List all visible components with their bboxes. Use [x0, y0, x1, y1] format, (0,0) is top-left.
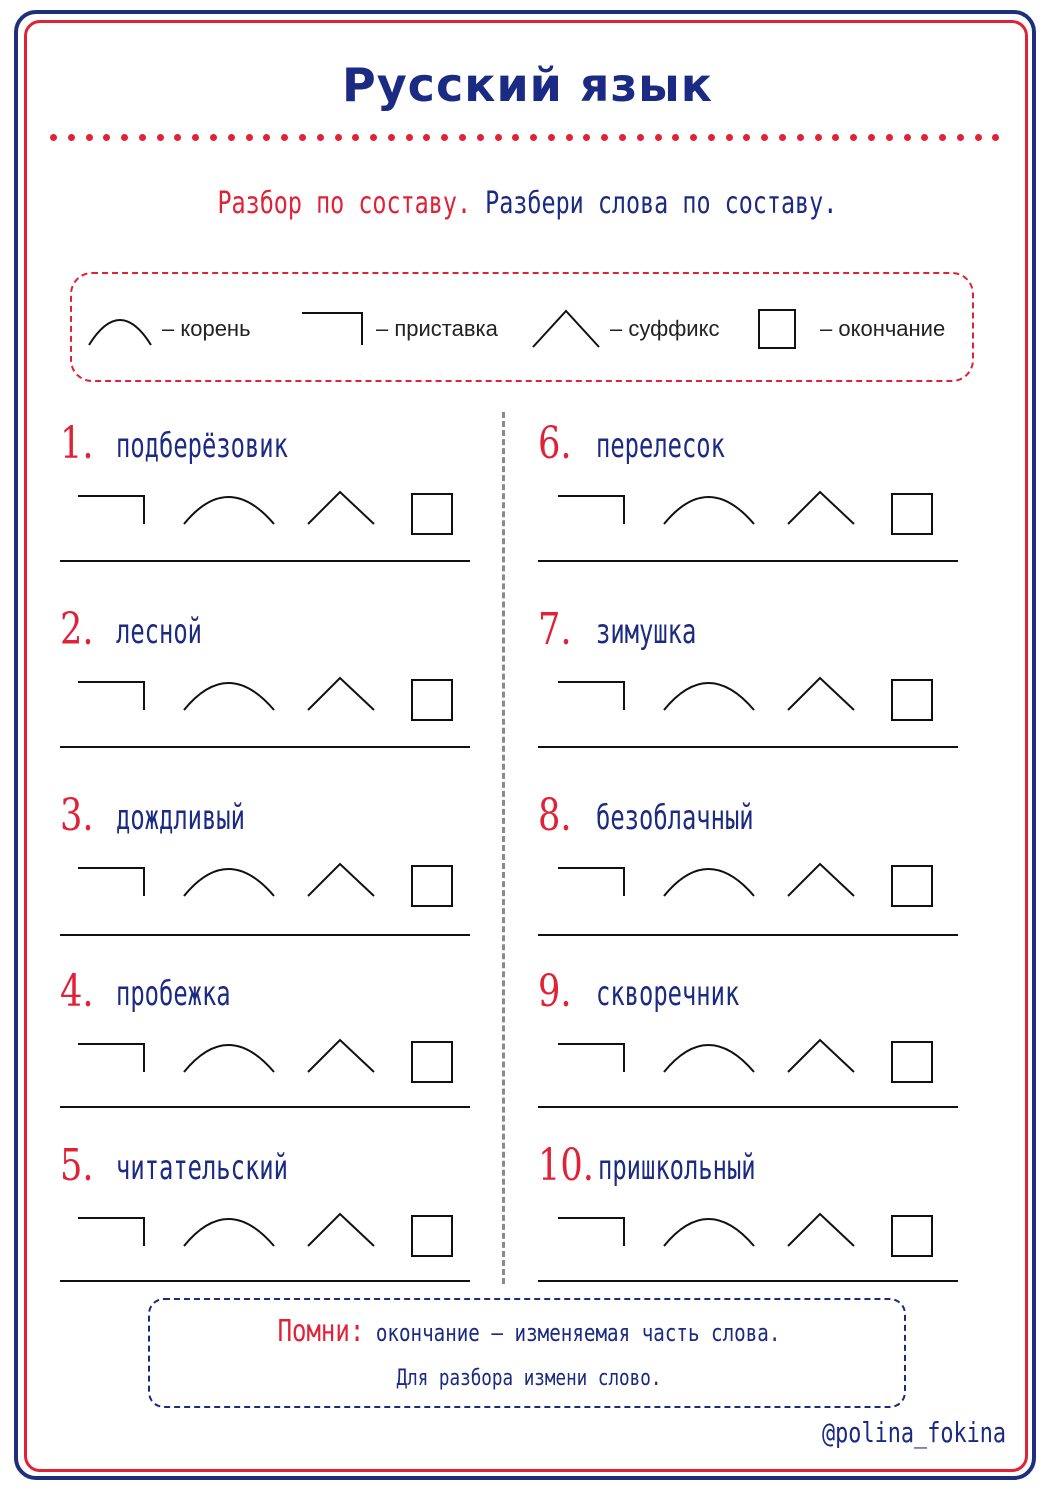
ending-icon: [892, 680, 932, 720]
ending-icon: [412, 680, 452, 720]
memo-text-2: Для разбора измени слово.: [396, 1366, 662, 1391]
morpheme-icons: [538, 488, 958, 548]
dot: [121, 134, 128, 141]
word-number: 9.: [538, 966, 572, 1017]
root-icon: [184, 683, 274, 710]
ending-icon: [892, 494, 932, 534]
dot: [566, 134, 573, 141]
prefix-icon: [558, 1218, 624, 1246]
legend-suffix: [530, 274, 719, 384]
author-handle: @polina_fokina: [822, 1416, 1007, 1449]
subtitle-task: Разбери слова по составу.: [485, 186, 838, 221]
root-icon: [664, 1219, 754, 1246]
answer-line: [60, 934, 470, 936]
dot: [50, 134, 57, 141]
suffix-icon: [530, 307, 602, 351]
answer-line: [60, 1280, 470, 1282]
dot: [406, 134, 413, 141]
legend-prefix: [300, 274, 498, 384]
word-number: 7.: [538, 604, 572, 655]
dot: [815, 134, 822, 141]
morpheme-icons: [60, 674, 480, 734]
answer-line: [60, 1106, 470, 1108]
legend-box: [70, 272, 974, 382]
prefix-icon: [78, 682, 144, 710]
dot: [957, 134, 964, 141]
morpheme-icons: [538, 1036, 958, 1096]
morpheme-icons: [60, 1210, 480, 1270]
dot: [850, 134, 857, 141]
word-number: 3.: [60, 790, 94, 841]
dot: [441, 134, 448, 141]
suffix-icon: [788, 1214, 854, 1246]
suffix-icon: [788, 678, 854, 710]
dot: [797, 134, 804, 141]
dot: [423, 134, 430, 141]
dot: [886, 134, 893, 141]
dot: [921, 134, 928, 141]
dot: [459, 134, 466, 141]
dot: [103, 134, 110, 141]
legend-root-label: – корень: [162, 316, 251, 341]
dot: [174, 134, 181, 141]
answer-line: [538, 1106, 958, 1108]
subtitle: [116, 186, 939, 221]
dot: [743, 134, 750, 141]
dot: [975, 134, 982, 141]
prefix-icon: [78, 1218, 144, 1246]
dot: [672, 134, 679, 141]
dot: [352, 134, 359, 141]
suffix-icon: [308, 492, 374, 524]
word-number: 2.: [60, 604, 94, 655]
ending-icon: [756, 307, 798, 351]
ending-icon: [412, 1216, 452, 1256]
morpheme-icons: [538, 1210, 958, 1270]
dot: [939, 134, 946, 141]
dot: [583, 134, 590, 141]
word-number: 5.: [60, 1140, 94, 1191]
root-icon: [664, 1045, 754, 1072]
answer-line: [538, 560, 958, 562]
suffix-icon: [308, 678, 374, 710]
prefix-icon: [558, 682, 624, 710]
dot: [761, 134, 768, 141]
page-title: Русский язык: [341, 58, 713, 112]
suffix-icon: [788, 492, 854, 524]
word-text: скворечник: [596, 974, 740, 1014]
ending-icon: [892, 866, 932, 906]
dot: [832, 134, 839, 141]
word-number: 1.: [60, 418, 94, 469]
dot: [708, 134, 715, 141]
word-number: 6.: [538, 418, 572, 469]
suffix-icon: [788, 1040, 854, 1072]
word-number: 8.: [538, 790, 572, 841]
prefix-icon: [300, 309, 366, 349]
memo-line-1: [226, 1314, 832, 1349]
dot: [246, 134, 253, 141]
word-text: безоблачный: [596, 798, 754, 838]
root-icon: [184, 869, 274, 896]
prefix-icon: [558, 1044, 624, 1072]
dot: [192, 134, 199, 141]
word-text: лесной: [116, 612, 202, 652]
dot: [228, 134, 235, 141]
answer-line: [538, 746, 958, 748]
root-icon: [664, 497, 754, 524]
memo-box: [148, 1298, 906, 1408]
legend-suffix-label: – суффикс: [610, 316, 720, 341]
word-number: 10.: [538, 1140, 594, 1191]
dot: [655, 134, 662, 141]
dot: [139, 134, 146, 141]
root-icon: [184, 497, 274, 524]
root-icon: [664, 869, 754, 896]
prefix-icon: [558, 496, 624, 524]
suffix-icon: [308, 1040, 374, 1072]
morpheme-icons: [538, 674, 958, 734]
dot: [779, 134, 786, 141]
prefix-icon: [78, 496, 144, 524]
ending-icon: [412, 866, 452, 906]
dot: [619, 134, 626, 141]
prefix-icon: [78, 868, 144, 896]
memo-text-1: окончание – изменяемая часть слова.: [375, 1319, 781, 1347]
root-icon: [664, 683, 754, 710]
legend-root: [86, 274, 251, 384]
morpheme-icons: [60, 488, 480, 548]
dot: [388, 134, 395, 141]
ending-icon: [412, 494, 452, 534]
legend-ending-label: – окончание: [820, 316, 946, 341]
dot: [726, 134, 733, 141]
ending-icon: [892, 1042, 932, 1082]
word-text: читательский: [116, 1148, 288, 1188]
dot: [157, 134, 164, 141]
dot: [477, 134, 484, 141]
answer-line: [60, 560, 470, 562]
column-divider: [502, 412, 505, 1284]
word-text: пробежка: [116, 974, 231, 1014]
suffix-icon: [308, 1214, 374, 1246]
dot: [637, 134, 644, 141]
dot: [210, 134, 217, 141]
word-text: дождливый: [116, 798, 245, 838]
dot: [868, 134, 875, 141]
root-icon: [184, 1219, 274, 1246]
word-text: перелесок: [596, 426, 725, 466]
memo-label: Помни:: [277, 1314, 365, 1349]
dot: [370, 134, 377, 141]
word-text: зимушка: [596, 612, 697, 652]
answer-line: [538, 1280, 958, 1282]
prefix-icon: [558, 868, 624, 896]
morpheme-icons: [60, 860, 480, 920]
subtitle-topic: Разбор по составу.: [217, 186, 472, 221]
answer-line: [538, 934, 958, 936]
prefix-icon: [78, 1044, 144, 1072]
legend-prefix-label: – приставка: [376, 316, 498, 341]
dot: [335, 134, 342, 141]
dot: [690, 134, 697, 141]
dot: [68, 134, 75, 141]
dot: [495, 134, 502, 141]
word-text: подберёзовик: [116, 426, 288, 466]
root-icon: [86, 309, 154, 349]
suffix-icon: [308, 864, 374, 896]
dot: [263, 134, 270, 141]
dot: [548, 134, 555, 141]
dot: [992, 134, 999, 141]
word-number: 4.: [60, 966, 94, 1017]
dot: [512, 134, 519, 141]
dot: [281, 134, 288, 141]
word-text: пришкольный: [598, 1148, 756, 1188]
ending-icon: [412, 1042, 452, 1082]
dot: [299, 134, 306, 141]
suffix-icon: [788, 864, 854, 896]
dot: [601, 134, 608, 141]
morpheme-icons: [538, 860, 958, 920]
dot: [904, 134, 911, 141]
answer-line: [60, 746, 470, 748]
ending-icon: [892, 1216, 932, 1256]
morpheme-icons: [60, 1036, 480, 1096]
dot: [86, 134, 93, 141]
root-icon: [184, 1045, 274, 1072]
dot: [530, 134, 537, 141]
dot: [317, 134, 324, 141]
dotted-divider: [50, 134, 1000, 144]
legend-ending: [756, 274, 945, 384]
